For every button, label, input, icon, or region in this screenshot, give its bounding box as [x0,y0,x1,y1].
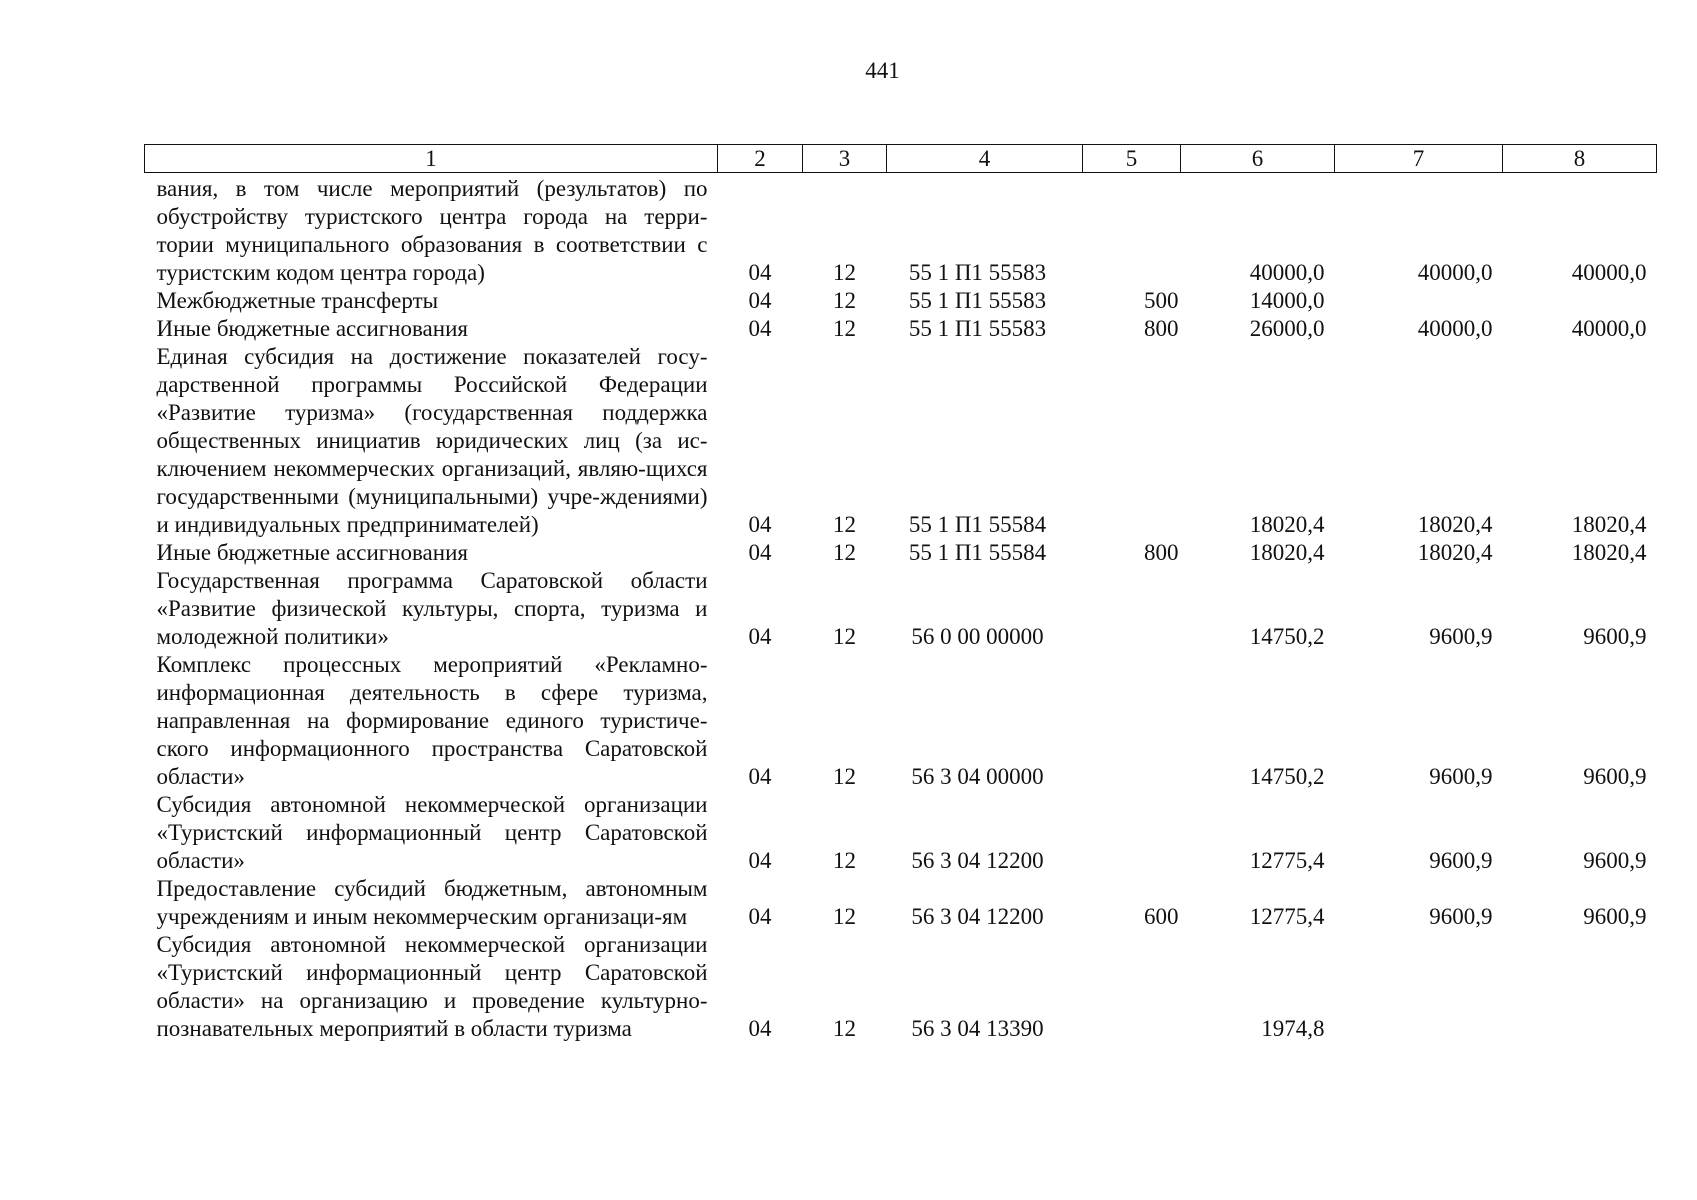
row-amount-3: 9600,9 [1583,764,1647,789]
row-section: 04 [748,316,772,341]
row-expense-type [1083,567,1181,651]
row-amount-2: 9600,9 [1429,848,1493,873]
row-section: 04 [748,848,772,873]
row-amount-3 [1503,931,1657,1043]
row-amount-1: 1974,8 [1261,1016,1325,1041]
row-amount-2: 40000,0 [1417,260,1493,285]
row-amount-2: 18020,4 [1417,540,1493,565]
row-target-article: 56 3 04 13390 [911,1016,1044,1041]
budget-table [144,144,1657,1043]
row-target-article: 55 1 П1 55583 [908,316,1047,341]
row-target-article: 55 1 П1 55583 [908,288,1047,313]
row-section: 04 [748,260,772,285]
row-amount-1: 14000,0 [1249,288,1325,313]
table-row [145,651,1657,791]
header-col-6: 6 [1181,145,1335,173]
table-body [145,173,1657,1044]
row-expense-type: 500 [1144,288,1179,313]
header-col-8: 8 [1503,145,1657,173]
row-section: 04 [748,764,772,789]
row-amount-2: 18020,4 [1417,512,1493,537]
row-section: 04 [748,540,772,565]
row-subsection: 12 [833,260,856,285]
row-name: Государственная программа Саратовской области «Развитие физической культуры, спорта, туризма и молодежной политики» [156,568,708,649]
table-row [145,931,1657,1043]
row-subsection: 12 [833,540,856,565]
row-name: Субсидия автономной некоммерческой организации «Туристский информационный центр Саратовской области» на организацию и проведение культурно-познавательных мероприятий в области туризма [156,932,708,1041]
row-name: Единая субсидия на достижение показателей госу-дарственной программы Российской Федерации «Развитие туризма» (государственная поддержка общественных инициатив юридических лиц (за ис-ключением некоммерческих организаций, являю-щихся государственными (муниципальными) учре-ждениями) и индивидуальных предпринимателей) [156,344,708,537]
header-col-1: 1 [145,145,718,173]
row-amount-3 [1503,287,1657,315]
table-header [145,145,1657,173]
row-name: Субсидия автономной некоммерческой организации «Туристский информационный центр Саратовской области» [156,792,708,873]
row-amount-1: 40000,0 [1249,260,1325,285]
row-expense-type [1083,173,1181,288]
row-section: 04 [748,1016,772,1041]
row-section: 04 [748,512,772,537]
row-amount-2 [1335,931,1503,1043]
row-amount-1: 12775,4 [1249,848,1325,873]
row-target-article: 56 3 04 12200 [911,904,1044,929]
row-name: Иные бюджетные ассигнования [156,540,468,565]
row-target-article: 56 3 04 12200 [911,848,1044,873]
row-name: Иные бюджетные ассигнования [156,316,468,341]
table-row [145,287,1657,315]
table-row [145,173,1657,288]
row-expense-type [1083,791,1181,875]
table-row [145,343,1657,539]
row-target-article: 56 3 04 00000 [911,764,1044,789]
row-amount-2 [1335,287,1503,315]
row-amount-1: 14750,2 [1249,764,1325,789]
header-col-5: 5 [1083,145,1181,173]
row-section: 04 [748,288,772,313]
row-name: Межбюджетные трансферты [156,288,439,313]
row-amount-1: 12775,4 [1249,904,1325,929]
row-name: Предоставление субсидий бюджетным, автономным учреждениям и иным некоммерческим организаци-ям [156,876,708,929]
row-subsection: 12 [833,316,856,341]
row-amount-3: 18020,4 [1571,512,1647,537]
row-amount-1: 18020,4 [1249,512,1325,537]
row-amount-1: 18020,4 [1249,540,1325,565]
header-col-2: 2 [718,145,803,173]
row-section: 04 [748,904,772,929]
row-expense-type [1083,343,1181,539]
row-amount-3: 9600,9 [1583,848,1647,873]
row-expense-type: 600 [1144,904,1179,929]
row-subsection: 12 [833,904,856,929]
row-amount-2: 9600,9 [1429,624,1493,649]
row-name: вания, в том числе мероприятий (результатов) по обустройству туристского центра города на терри-тории муниципального образования в соответствии с туристским кодом центра города) [156,176,708,285]
row-amount-3: 9600,9 [1583,624,1647,649]
row-subsection: 12 [833,1016,856,1041]
header-col-3: 3 [803,145,887,173]
row-target-article: 55 1 П1 55583 [908,260,1047,285]
row-name: Комплекс процессных мероприятий «Рекламно-информационная деятельность в сфере туризма, направленная на формирование единого туристиче-ского информационного пространства Саратовской области» [156,652,708,789]
table-row [145,539,1657,567]
row-amount-3: 40000,0 [1571,316,1647,341]
row-target-article: 55 1 П1 55584 [908,540,1047,565]
row-amount-2: 40000,0 [1417,316,1493,341]
row-subsection: 12 [833,512,856,537]
row-target-article: 56 0 00 00000 [911,624,1044,649]
page-number: 441 [865,58,900,83]
header-col-4: 4 [887,145,1083,173]
row-target-article: 55 1 П1 55584 [908,512,1047,537]
row-expense-type: 800 [1144,540,1179,565]
row-amount-2: 9600,9 [1429,904,1493,929]
row-subsection: 12 [833,624,856,649]
row-amount-1: 14750,2 [1249,624,1325,649]
row-expense-type [1083,651,1181,791]
row-expense-type: 800 [1144,316,1179,341]
table-row [145,791,1657,875]
header-col-7: 7 [1335,145,1503,173]
row-subsection: 12 [833,288,856,313]
table-row [145,315,1657,343]
row-subsection: 12 [833,848,856,873]
row-amount-1: 26000,0 [1249,316,1325,341]
row-expense-type [1083,931,1181,1043]
row-subsection: 12 [833,764,856,789]
row-amount-3: 40000,0 [1571,260,1647,285]
row-amount-2: 9600,9 [1429,764,1493,789]
row-amount-3: 9600,9 [1583,904,1647,929]
table-row [145,567,1657,651]
header-row [145,145,1657,173]
row-amount-3: 18020,4 [1571,540,1647,565]
row-section: 04 [748,624,772,649]
table-row [145,875,1657,931]
